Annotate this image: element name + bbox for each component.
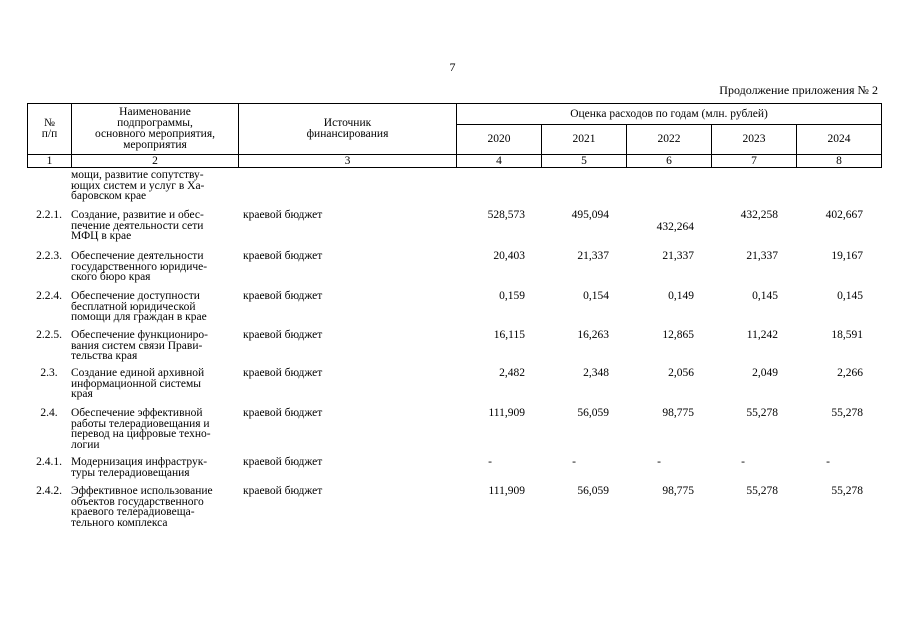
name-line: Создание единой архивной <box>71 367 205 379</box>
row-number: 2.4. <box>40 407 58 419</box>
value-2021: 2,348 <box>583 367 609 379</box>
row-number: 2.2.5. <box>36 329 62 341</box>
column-number: 7 <box>712 155 797 168</box>
value-2023: 55,278 <box>746 407 778 419</box>
row-name <box>71 291 241 323</box>
row-source: краевой бюджет <box>243 209 323 221</box>
row-name <box>71 210 241 242</box>
name-line: помощи для граждан в крае <box>71 311 207 323</box>
header-name-line: подпрограммы, <box>117 117 193 129</box>
name-line: бесплатной юридической <box>71 300 196 313</box>
value-2024: 0,145 <box>837 290 863 302</box>
row-number: 2.2.3. <box>36 250 62 262</box>
value-2023: 11,242 <box>746 329 778 341</box>
value-2024: 55,278 <box>831 407 863 419</box>
name-line: печение деятельности сети <box>71 219 204 232</box>
header-num-line: п/п <box>41 128 58 140</box>
value-2023: 21,337 <box>746 250 778 262</box>
value-2023: 0,145 <box>752 290 778 302</box>
value-2021: 495,094 <box>571 209 609 221</box>
column-number: 8 <box>797 155 882 168</box>
row-source: краевой бюджет <box>243 485 323 497</box>
value-2023: - <box>741 456 745 468</box>
name-line: Эффективное использование <box>71 485 213 497</box>
value-2024: 2,266 <box>837 367 863 379</box>
continuation-note: Продолжение приложения № 2 <box>719 83 878 97</box>
value-2021: 0,154 <box>583 290 609 302</box>
row-source: краевой бюджет <box>243 367 323 379</box>
value-2024: 18,591 <box>831 329 863 341</box>
column-number: 4 <box>457 155 542 168</box>
header-year: 2022 <box>627 125 712 155</box>
value-2020: - <box>488 456 492 468</box>
value-2021: 16,263 <box>577 329 609 341</box>
value-2021: 56,059 <box>577 485 609 497</box>
name-line: работы телерадиовещания и <box>71 417 210 430</box>
value-2024: - <box>826 456 830 468</box>
name-line: Обеспечение эффективной <box>71 407 203 419</box>
value-2022: 98,775 <box>662 485 694 497</box>
row-number: 2.3. <box>40 367 58 379</box>
value-2022: 98,775 <box>662 407 694 419</box>
table-header <box>27 103 882 168</box>
name-line: логии <box>71 438 100 451</box>
row-source: краевой бюджет <box>243 456 323 468</box>
name-line: краевого телерадиовеща- <box>71 506 195 518</box>
value-2022: 12,865 <box>662 329 694 341</box>
value-2021: 56,059 <box>577 407 609 419</box>
value-2020: 20,403 <box>493 250 525 262</box>
header-source <box>239 104 457 155</box>
name-line: вания систем связи Прави- <box>71 339 203 352</box>
value-2020: 528,573 <box>487 209 525 221</box>
row-number: 2.4.2. <box>36 485 62 497</box>
name-line: информационной системы <box>71 377 202 390</box>
value-2024: 402,667 <box>825 209 863 221</box>
name-line: Создание, развитие и обес- <box>71 209 204 221</box>
name-line: туры телерадиовещания <box>71 466 190 479</box>
name-line: Обеспечение функциониро- <box>71 329 209 341</box>
header-year: 2020 <box>457 125 542 155</box>
row-name <box>71 330 241 362</box>
value-2022: 432,264 <box>656 221 694 233</box>
value-2021: - <box>572 456 576 468</box>
name-line: ского бюро края <box>71 271 151 283</box>
name-line: тельства края <box>71 350 138 362</box>
name-line: Обеспечение доступности <box>71 290 200 302</box>
row-source: краевой бюджет <box>243 329 323 341</box>
header-year: 2021 <box>542 125 627 155</box>
header-name <box>72 104 239 155</box>
column-number: 2 <box>72 155 239 168</box>
header-num <box>28 104 72 155</box>
row-number: 2.4.1. <box>36 456 62 468</box>
name-line: баровском крае <box>71 190 147 202</box>
row-name <box>71 457 241 478</box>
value-2024: 19,167 <box>831 250 863 262</box>
column-number: 5 <box>542 155 627 168</box>
column-number: 3 <box>239 155 457 168</box>
value-2022: 21,337 <box>662 250 694 262</box>
name-line: перевод на цифровые техно- <box>71 428 211 440</box>
value-2020: 111,909 <box>488 407 525 419</box>
row-name <box>71 408 241 450</box>
column-number: 6 <box>627 155 712 168</box>
row-name <box>71 170 241 202</box>
row-number: 2.2.1. <box>36 209 62 221</box>
name-line: мощи, развитие сопутству- <box>71 169 204 181</box>
value-2023: 2,049 <box>752 367 778 379</box>
value-2020: 16,115 <box>493 329 525 341</box>
name-line: МФЦ в крае <box>71 230 132 242</box>
name-line: государственного юридиче- <box>71 260 208 273</box>
value-2022: 2,056 <box>668 367 694 379</box>
row-number: 2.2.4. <box>36 290 62 302</box>
row-name <box>71 486 241 528</box>
value-2024: 55,278 <box>831 485 863 497</box>
header-year: 2024 <box>797 125 882 155</box>
value-2021: 21,337 <box>577 250 609 262</box>
row-source: краевой бюджет <box>243 250 323 262</box>
header-estimate: Оценка расходов по годам (млн. рублей) <box>457 104 882 125</box>
header-name-line: Наименование <box>119 106 191 118</box>
name-line: Модернизация инфраструк- <box>71 456 208 468</box>
name-line: тельного комплекса <box>71 516 168 529</box>
name-line: объектов государственного <box>71 495 204 508</box>
value-2020: 2,482 <box>499 367 525 379</box>
value-2022: 0,149 <box>668 290 694 302</box>
header-name-line: основного мероприятия, <box>94 128 215 140</box>
column-number: 1 <box>28 155 72 168</box>
page-number: 7 <box>449 60 456 74</box>
value-2023: 432,258 <box>740 209 778 221</box>
header-source-line: финансирования <box>306 128 389 140</box>
header-year: 2023 <box>712 125 797 155</box>
header-name-line: мероприятия <box>123 139 187 151</box>
row-name <box>71 368 241 400</box>
row-source: краевой бюджет <box>243 290 323 302</box>
header-num-line: № <box>44 117 55 129</box>
value-2020: 111,909 <box>488 485 525 497</box>
header-source-line: Источник <box>323 117 372 129</box>
row-name <box>71 251 241 283</box>
name-line: ющих систем и услуг в Ха- <box>71 179 205 192</box>
value-2020: 0,159 <box>499 290 525 302</box>
value-2023: 55,278 <box>746 485 778 497</box>
value-2022: - <box>657 456 661 468</box>
name-line: края <box>71 388 93 400</box>
row-source: краевой бюджет <box>243 407 323 419</box>
name-line: Обеспечение деятельности <box>71 250 204 262</box>
